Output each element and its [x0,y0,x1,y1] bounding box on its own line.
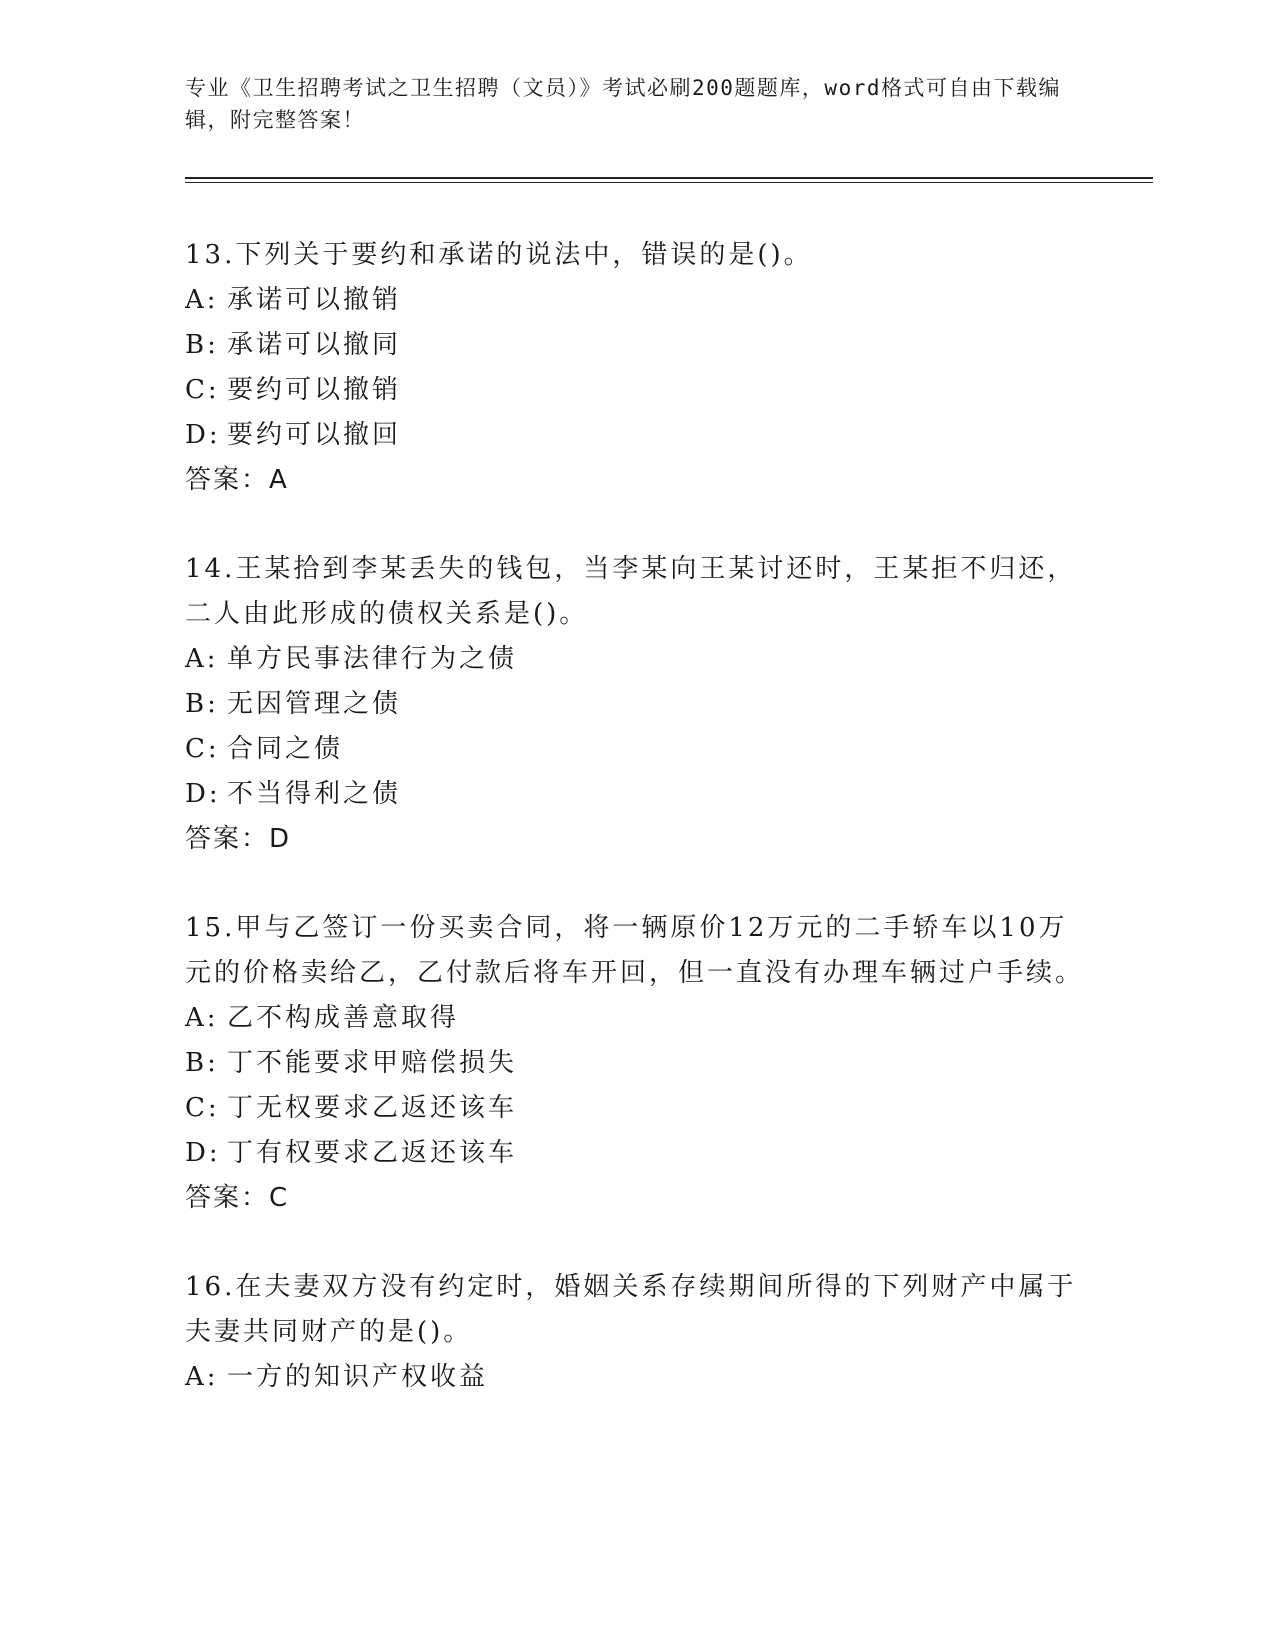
question-13 [185,233,1085,503]
option-text: 无因管理之债 [227,689,402,719]
option-letter: D: [185,420,221,450]
answer-line: 答案：D [185,824,292,854]
option-b [185,323,1085,368]
option-letter: A: [185,1362,219,1392]
header-divider [185,177,1153,183]
question-15 [185,906,1085,1221]
option-text: 合同之债 [227,734,344,764]
option-a [185,1355,1085,1400]
option-letter: B: [185,1048,219,1078]
question-stem: 13.下列关于要约和承诺的说法中，错误的是()。 [185,240,813,270]
question-14 [185,547,1085,862]
option-a [185,637,1085,682]
option-letter: D: [185,1138,221,1168]
option-b [185,682,1085,727]
question-list [185,233,1085,1444]
question-stem: 16.在夫妻双方没有约定时，婚姻关系存续期间所得的下列财产中属于夫妻共同财产的是()。 [185,1272,1077,1347]
option-letter: C: [185,734,220,764]
document-header: 专业《卫生招聘考试之卫生招聘（文员）》考试必刷200题题库，word格式可自由下载编辑，附完整答案！ [185,76,1061,132]
option-text: 一方的知识产权收益 [227,1362,489,1392]
option-text: 丁不能要求甲赔偿损失 [227,1048,518,1078]
option-letter: B: [185,689,219,719]
option-text: 要约可以撤回 [227,420,402,450]
option-d [185,413,1085,458]
option-c [185,1086,1085,1131]
option-d [185,772,1085,817]
option-letter: D: [185,779,221,809]
option-text: 丁无权要求乙返还该车 [227,1093,518,1123]
option-letter: B: [185,330,219,360]
question-16 [185,1265,1085,1400]
option-text: 承诺可以撤同 [227,330,402,360]
option-text: 乙不构成善意取得 [227,1003,460,1033]
option-text: 丁有权要求乙返还该车 [227,1138,518,1168]
question-stem: 14.王某拾到李某丢失的钱包，当李某向王某讨还时，王某拒不归还，二人由此形成的债权关系是()。 [185,554,1077,629]
answer-line: 答案：C [185,1183,290,1213]
option-text: 单方民事法律行为之债 [227,644,518,674]
option-d [185,1131,1085,1176]
option-a [185,996,1085,1041]
option-letter: C: [185,1093,220,1123]
option-b [185,1041,1085,1086]
option-text: 不当得利之债 [227,779,402,809]
option-text: 要约可以撤销 [227,375,402,405]
question-stem: 15.甲与乙签订一份买卖合同，将一辆原价12万元的二手轿车以10万元的价格卖给乙，乙付款后将车开回，但一直没有办理车辆过户手续。 [185,913,1085,988]
option-c [185,727,1085,772]
option-letter: A: [185,1003,219,1033]
option-a [185,278,1085,323]
answer-line: 答案：A [185,465,289,495]
option-letter: A: [185,285,219,315]
option-text: 承诺可以撤销 [227,285,402,315]
option-c [185,368,1085,413]
option-letter: C: [185,375,220,405]
option-letter: A: [185,644,219,674]
